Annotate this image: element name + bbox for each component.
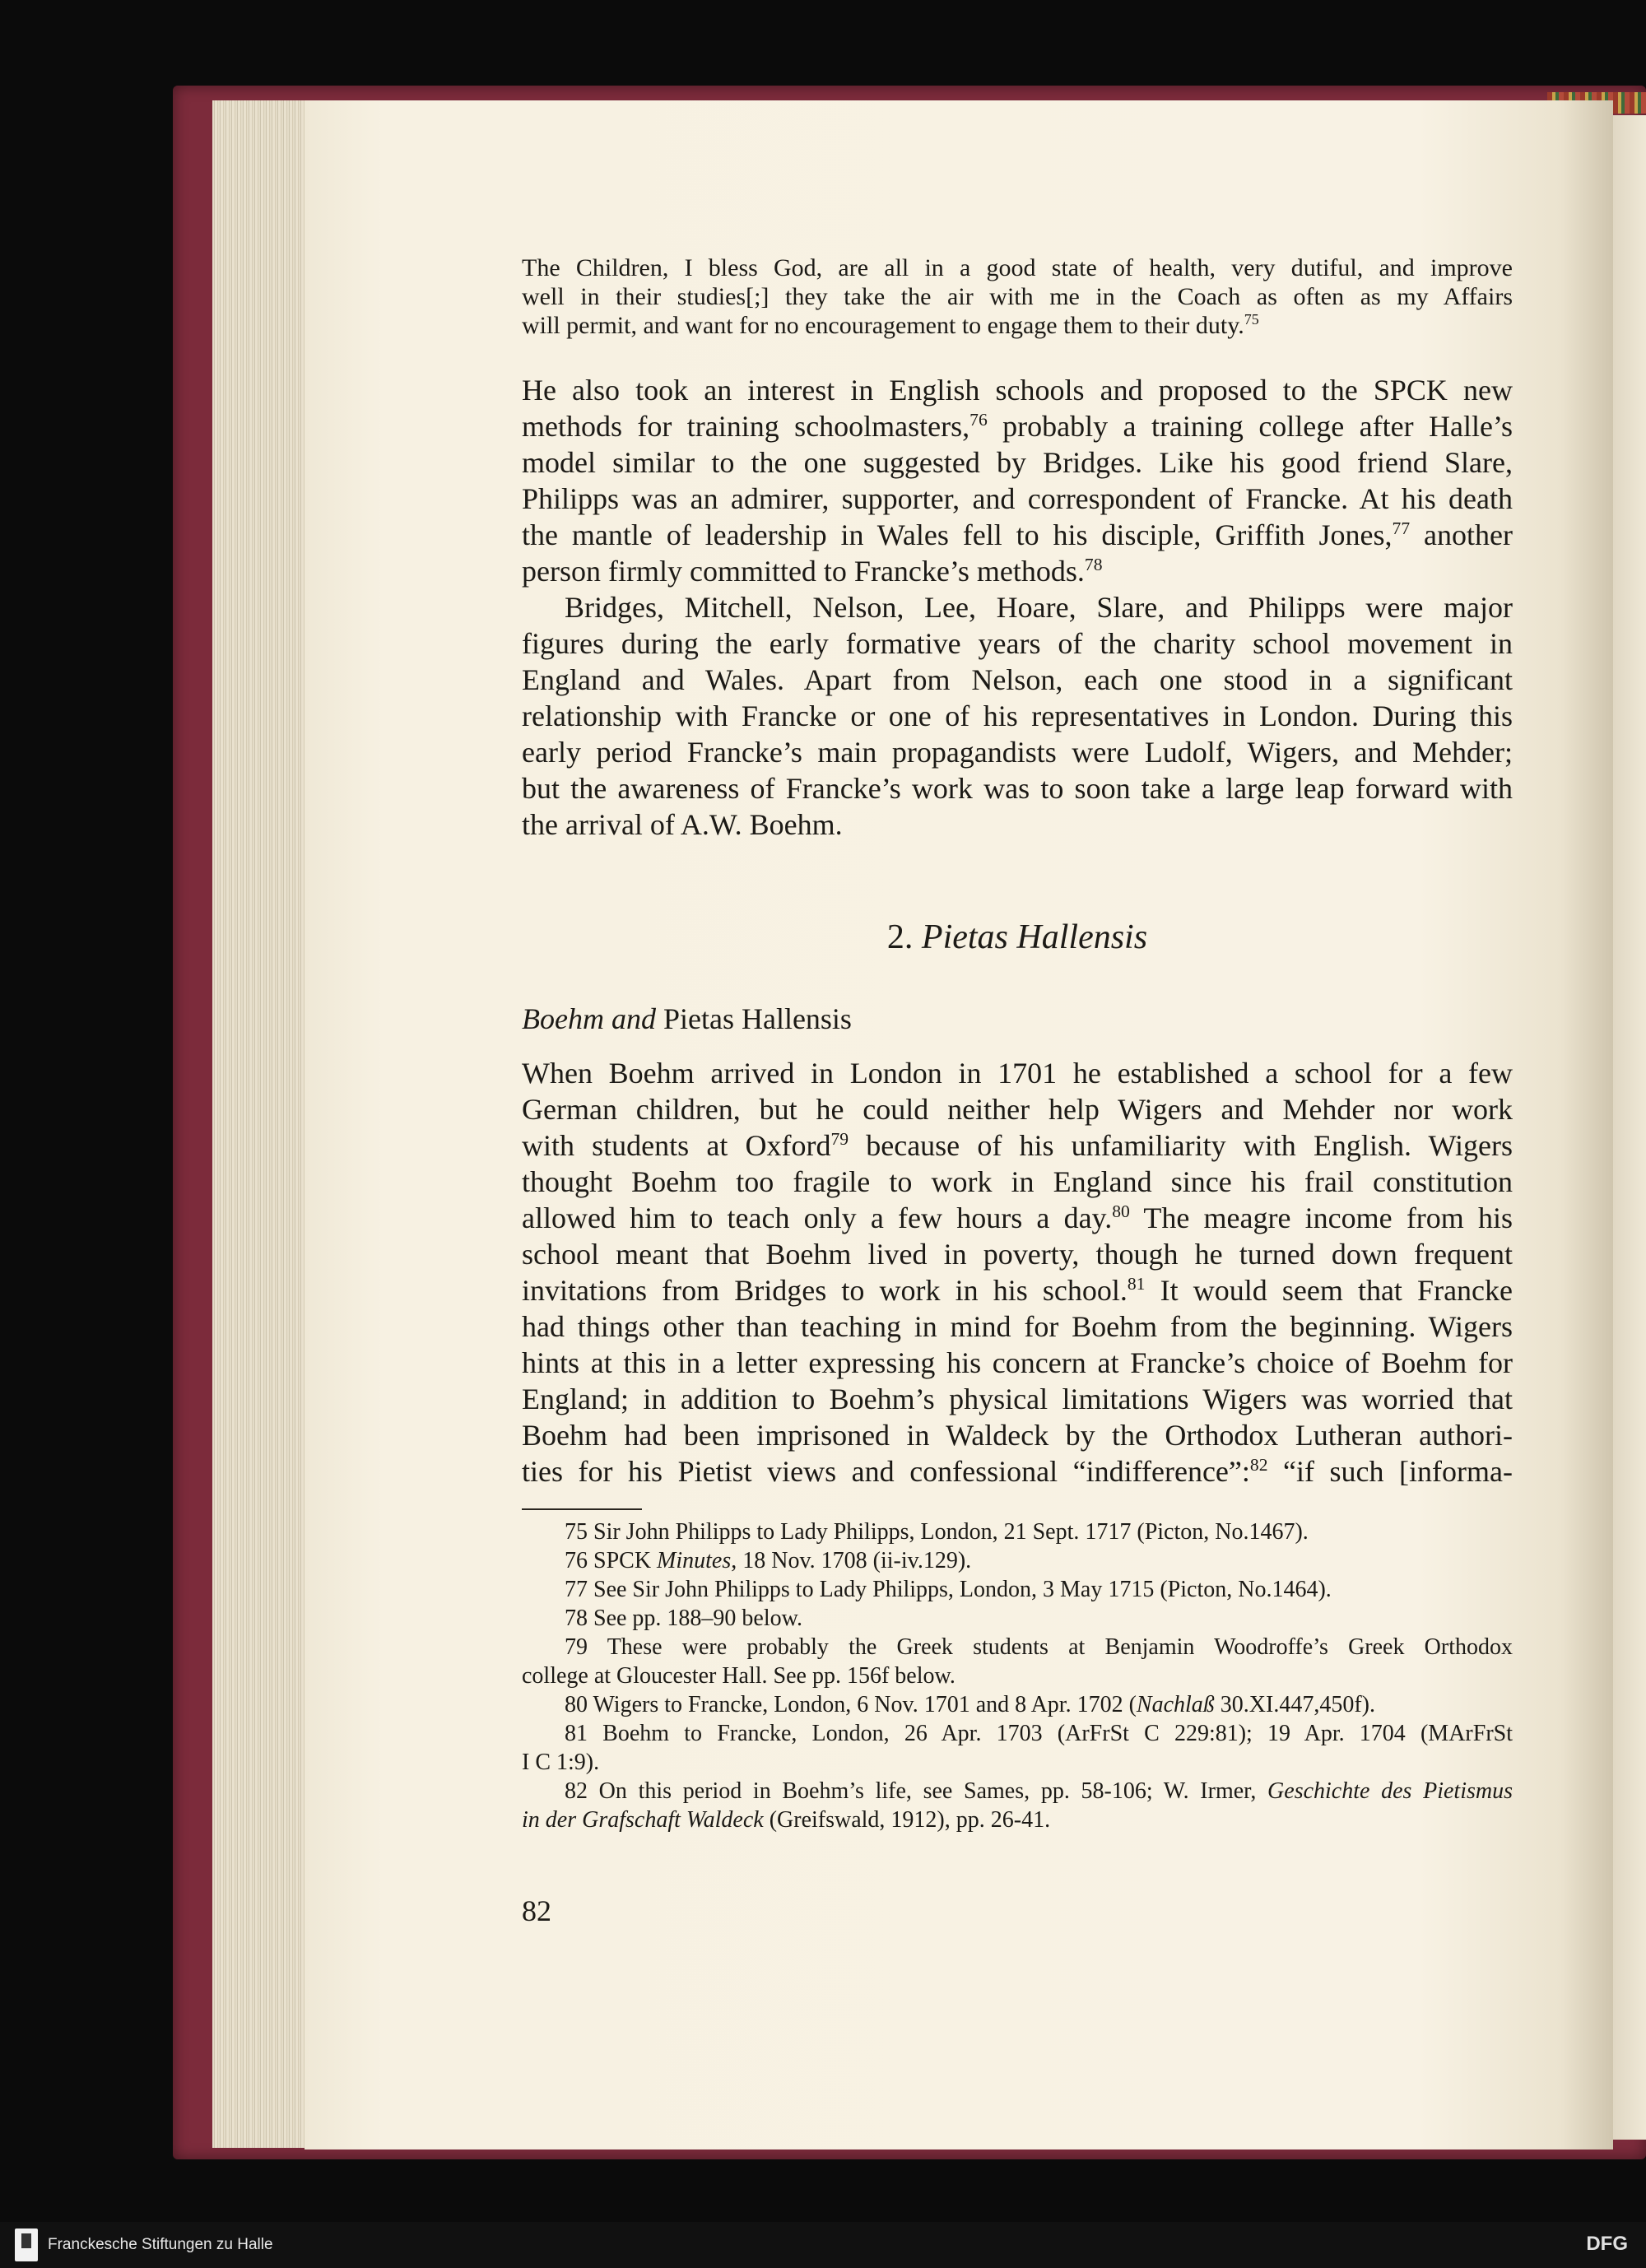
footnote-ref: 78 (1084, 555, 1103, 574)
page-edges (212, 100, 319, 2148)
body-line: allowed him to teach only a few hours a day.$^{80}$ The meagre income from his (522, 1201, 1513, 1234)
section-title: Pietas Hallensis (921, 918, 1148, 956)
body-line: methods for training schoolmasters,$^{76}$ probably a training college after Halle’s (522, 410, 1513, 443)
footnote-ref: 77 (1392, 518, 1411, 538)
body-line: England; in addition to Boehm’s physical limitations Wigers was worried that (522, 1383, 1513, 1415)
body-line: early period Francke’s main propagandists were Ludolf, Wigers, and Mehder; (522, 736, 1513, 769)
body-line: Philipps was an admirer, supporter, and correspondent of Francke. At his death (522, 482, 1513, 515)
body-line: school meant that Boehm lived in poverty, though he turned down frequent (522, 1238, 1513, 1271)
footnote-82: 82 On this period in Boehm’s life, see Sames, pp. 58-106; W. Irmer, Geschichte des Pietismus (565, 1778, 1513, 1804)
body-line: had things other than teaching in mind for Boehm from the beginning. Wigers (522, 1310, 1513, 1343)
franckesche-logo-icon[interactable] (15, 2228, 38, 2261)
footnote-82-cont: in der Grafschaft Waldeck (Greifswald, 1912), pp. 26-41. (522, 1807, 1051, 1833)
footnote-ref: 79 (830, 1129, 849, 1149)
footnote-ref: 82 (1249, 1455, 1268, 1475)
footnote-79-cont: college at Gloucester Hall. See pp. 156f below. (522, 1663, 956, 1689)
footnotes (522, 1517, 1513, 1834)
footnote-ref: 80 (1112, 1201, 1130, 1221)
body-line: When Boehm arrived in London in 1701 he established a school for a few (522, 1057, 1513, 1090)
body-line: German children, but he could neither help Wigers and Mehder nor work (522, 1093, 1513, 1126)
book-page (305, 100, 1613, 2149)
body-line: the mantle of leadership in Wales fell to his disciple, Griffith Jones,$^{77}$ another (522, 518, 1513, 551)
institution-link[interactable]: Franckesche Stiftungen zu Halle (48, 2236, 273, 2253)
body-line: the arrival of A.W. Boehm. (522, 808, 843, 841)
footnote-ref: 81 (1127, 1274, 1146, 1294)
body-line: ties for his Pietist views and confessional “indifference”:$^{82}$ “if such [informa- (522, 1455, 1513, 1488)
body-line: with students at Oxford$^{79}$ because of his unfamiliarity with English. Wigers (522, 1129, 1513, 1162)
footnote-77: 77 See Sir John Philipps to Lady Philipps, London, 3 May 1715 (Picton, No.1464). (565, 1577, 1332, 1602)
viewer-footer-bar (0, 2222, 1646, 2268)
logo-mark (21, 2233, 31, 2248)
body-line: but the awareness of Francke’s work was to soon take a large leap forward with (522, 772, 1513, 805)
body-line: hints at this in a letter expressing his concern at Francke’s choice of Boehm for (522, 1346, 1513, 1379)
body-line: Boehm had been imprisoned in Waldeck by the Orthodox Lutheran authori- (522, 1419, 1513, 1452)
body-line: Bridges, Mitchell, Nelson, Lee, Hoare, Slare, and Philipps were major (565, 591, 1513, 624)
page-number: 82 (522, 1894, 551, 1927)
footnote-ref: 75 (1244, 311, 1259, 328)
body-line: He also took an interest in English schools and proposed to the SPCK new (522, 374, 1513, 407)
footnote-rule (522, 1508, 642, 1510)
body-line: England and Wales. Apart from Nelson, each one stood in a significant (522, 663, 1513, 696)
footnote-75: 75 Sir John Philipps to Lady Philipps, London, 21 Sept. 1717 (Picton, No.1467). (565, 1519, 1309, 1545)
block-quote (522, 253, 1513, 340)
quote-line: The Children, I bless God, are all in a good state of health, very dutiful, and improve (522, 254, 1513, 281)
subsection-heading: Boehm and Pietas Hallensis (522, 1002, 852, 1035)
footnote-79: 79 These were probably the Greek students at Benjamin Woodroffe’s Greek Orthodox (565, 1634, 1513, 1660)
section-heading (522, 917, 1513, 958)
body-line: invitations from Bridges to work in his school.$^{81}$ It would seem that Francke (522, 1274, 1513, 1307)
body-line: thought Boehm too fragile to work in England since his frail constitution (522, 1165, 1513, 1198)
section-number: 2. (886, 918, 914, 956)
footnote-76: 76 SPCK Minutes, 18 Nov. 1708 (ii-iv.129). (565, 1548, 972, 1573)
body-line: figures during the early formative years of the charity school movement in (522, 627, 1513, 660)
footnote-80: 80 Wigers to Francke, London, 6 Nov. 1701 and 8 Apr. 1702 (Nachlaß 30.XI.447,450f). (565, 1692, 1375, 1717)
body-line: model similar to the one suggested by Bridges. Like his good friend Slare, (522, 446, 1513, 479)
body-line: person firmly committed to Francke’s methods.$^{78}$ (522, 555, 1103, 588)
footnote-81: 81 Boehm to Francke, London, 26 Apr. 1703 (ArFrSt C 229:81); 19 Apr. 1704 (MArFrSt (565, 1721, 1513, 1746)
body-text-upper (522, 372, 1513, 843)
footnote-ref: 76 (969, 410, 988, 430)
body-text-lower (522, 1055, 1513, 1490)
quote-line: well in their studies[;] they take the air with me in the Coach as often as my Affairs (522, 283, 1513, 310)
body-line: relationship with Francke or one of his representatives in London. During this (522, 699, 1513, 732)
quote-line: will permit, and want for no encouragement to engage them to their duty.$^{75}$ (522, 311, 1259, 339)
footnote-81-cont: I C 1:9). (522, 1750, 600, 1775)
dfg-logo[interactable]: DFG (1586, 2233, 1628, 2255)
footnote-78: 78 See pp. 188–90 below. (565, 1606, 803, 1631)
